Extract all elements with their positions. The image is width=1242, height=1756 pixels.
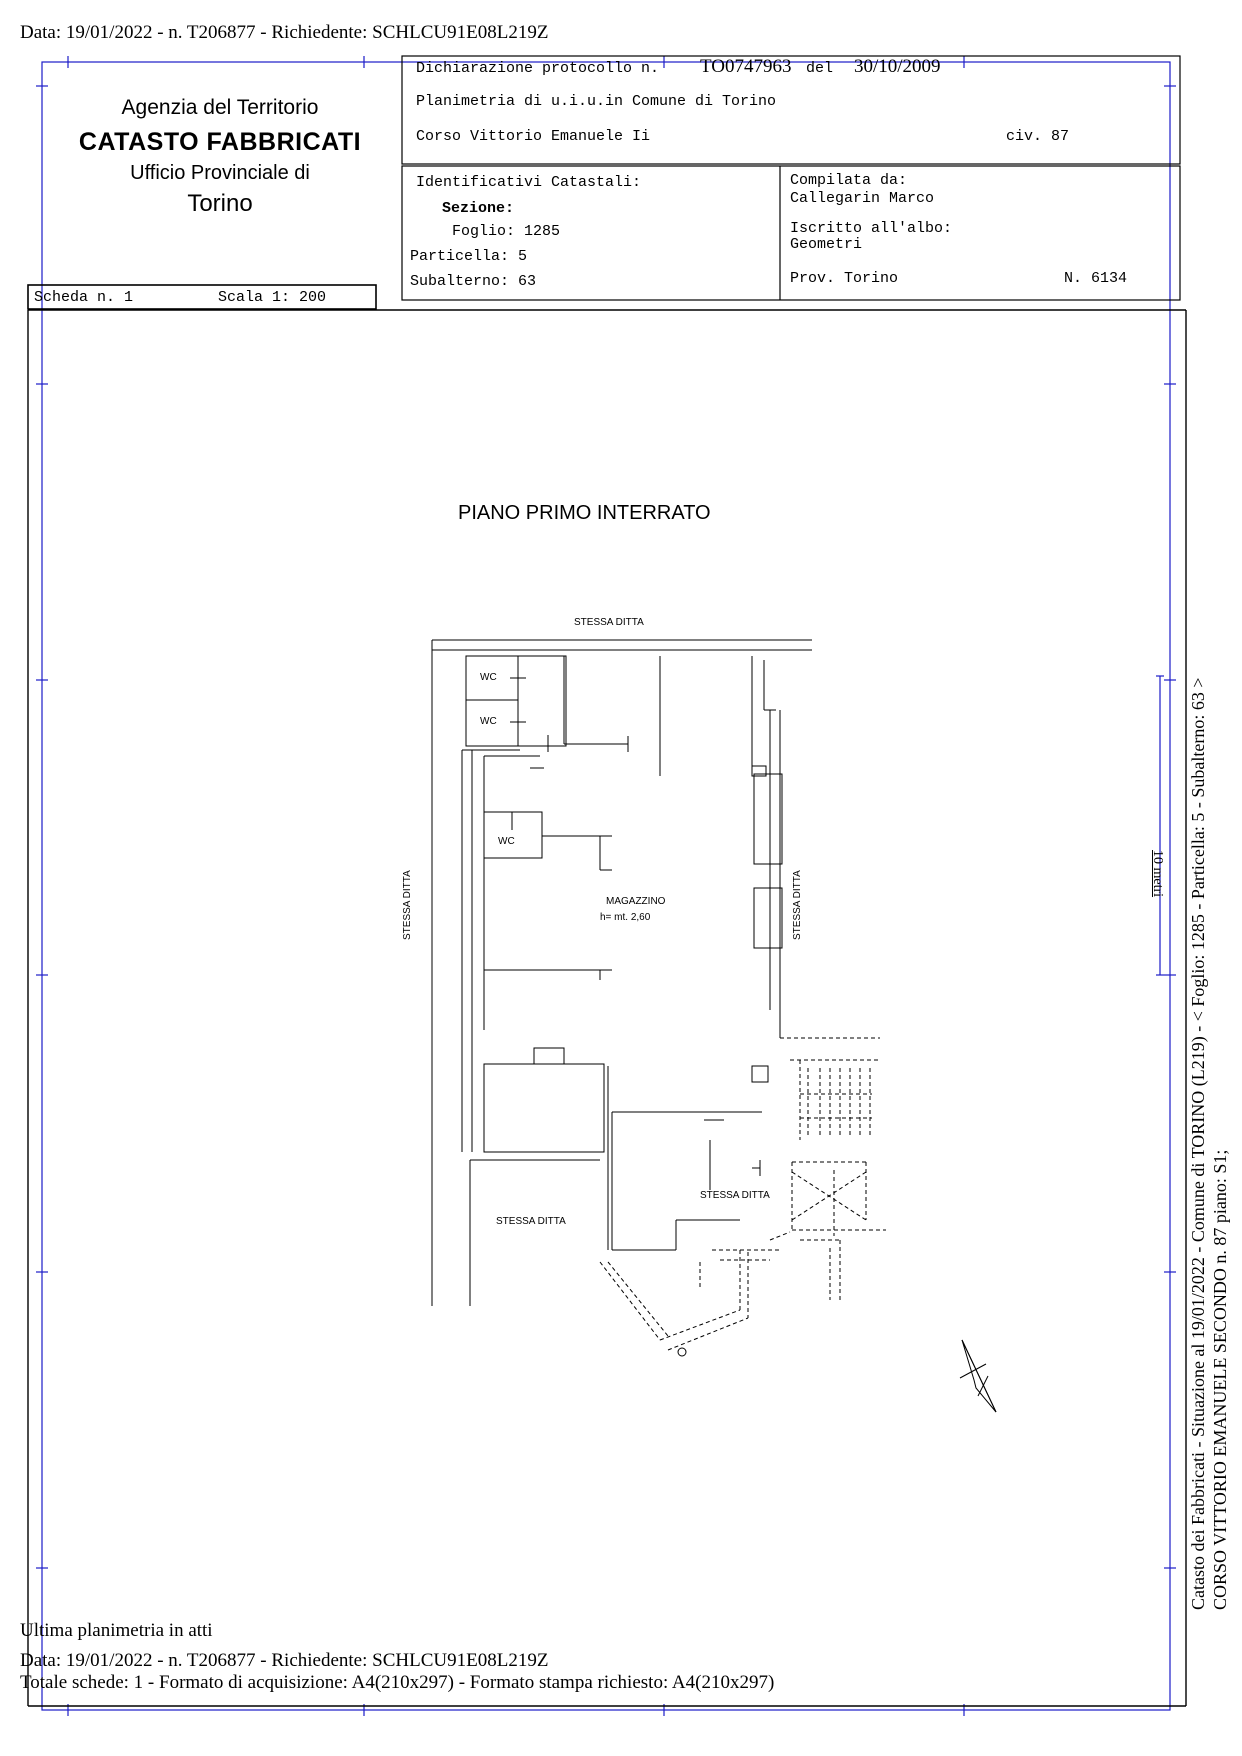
address-line: Corso Vittorio Emanuele Ii bbox=[416, 128, 651, 145]
label-stessa-ditta-left: STESSA DITTA bbox=[402, 870, 413, 940]
ultima-planimetria: Ultima planimetria in atti bbox=[20, 1620, 213, 1641]
subalterno-value: Subalterno: 63 bbox=[410, 273, 537, 290]
planimetria-line: Planimetria di u.i.u.in Comune di Torino bbox=[416, 93, 777, 110]
label-wc-2: WC bbox=[480, 716, 497, 727]
civic-number: civ. 87 bbox=[1006, 128, 1070, 145]
footer-line-2: Totale schede: 1 - Formato di acquisizione: A4(210x297) - Formato stampa richiesto: A4(210x297) bbox=[20, 1672, 775, 1693]
compiler-name: Callegarin Marco bbox=[790, 190, 935, 207]
declaration-prefix: Dichiarazione protocollo n. bbox=[416, 60, 660, 77]
label-wc-1: WC bbox=[480, 672, 497, 683]
catasto-title: CATASTO FABBRICATI bbox=[78, 128, 362, 156]
label-height: h= mt. 2,60 bbox=[600, 912, 651, 923]
plan-title: PIANO PRIMO INTERRATO bbox=[458, 502, 711, 524]
label-stessa-ditta-right: STESSA DITTA bbox=[792, 870, 803, 940]
label-stessa-ditta-bottom: STESSA DITTA bbox=[496, 1216, 566, 1227]
header-boxes bbox=[28, 56, 1186, 1706]
sezione-label: Sezione: bbox=[442, 200, 515, 217]
floor-plan bbox=[432, 640, 996, 1412]
blue-frame bbox=[36, 56, 1176, 1716]
albo-number: N. 6134 bbox=[1064, 270, 1128, 287]
side-info-line-2: CORSO VITTORIO EMANUELE SECONDO n. 87 piano: S1; bbox=[1210, 1149, 1230, 1610]
scale-marker-label: 10 metri bbox=[1150, 850, 1165, 898]
particella-value: Particella: 5 bbox=[410, 248, 528, 265]
label-wc-3: WC bbox=[498, 836, 515, 847]
scale: Scala 1: 200 bbox=[218, 289, 327, 306]
province: Prov. Torino bbox=[790, 270, 899, 287]
side-info-line-1: Catasto dei Fabbricati - Situazione al 19/01/2022 - Comune di TORINO (L219) - < Foglio: 1285 - Particella: 5 - Subalterno: 63 > bbox=[1188, 677, 1208, 1610]
agency-name: Agenzia del Territorio bbox=[121, 96, 319, 119]
compilata-label: Compilata da: bbox=[790, 172, 908, 189]
albo-label: Iscritto all'albo: bbox=[790, 220, 953, 237]
label-stessa-ditta-mid: STESSA DITTA bbox=[700, 1190, 770, 1201]
protocol-number: TO0747963 bbox=[700, 56, 792, 77]
scheda-number: Scheda n. 1 bbox=[34, 289, 134, 306]
footer-line-1: Data: 19/01/2022 - n. T206877 - Richiedente: SCHLCU91E08L219Z bbox=[20, 1650, 549, 1671]
declaration-del: del bbox=[806, 60, 834, 77]
albo-value: Geometri bbox=[790, 236, 863, 253]
top-request-line: Data: 19/01/2022 - n. T206877 - Richiedente: SCHLCU91E08L219Z bbox=[20, 22, 549, 43]
declaration-date: 30/10/2009 bbox=[854, 56, 941, 77]
north-arrow bbox=[960, 1340, 996, 1412]
foglio-value: Foglio: 1285 bbox=[452, 223, 561, 240]
identifiers-title: Identificativi Catastali: bbox=[416, 174, 642, 191]
office-label: Ufficio Provinciale di bbox=[130, 162, 310, 184]
label-magazzino: MAGAZZINO bbox=[606, 896, 666, 907]
label-stessa-ditta-top: STESSA DITTA bbox=[574, 617, 644, 628]
office-city: Torino bbox=[187, 190, 253, 217]
